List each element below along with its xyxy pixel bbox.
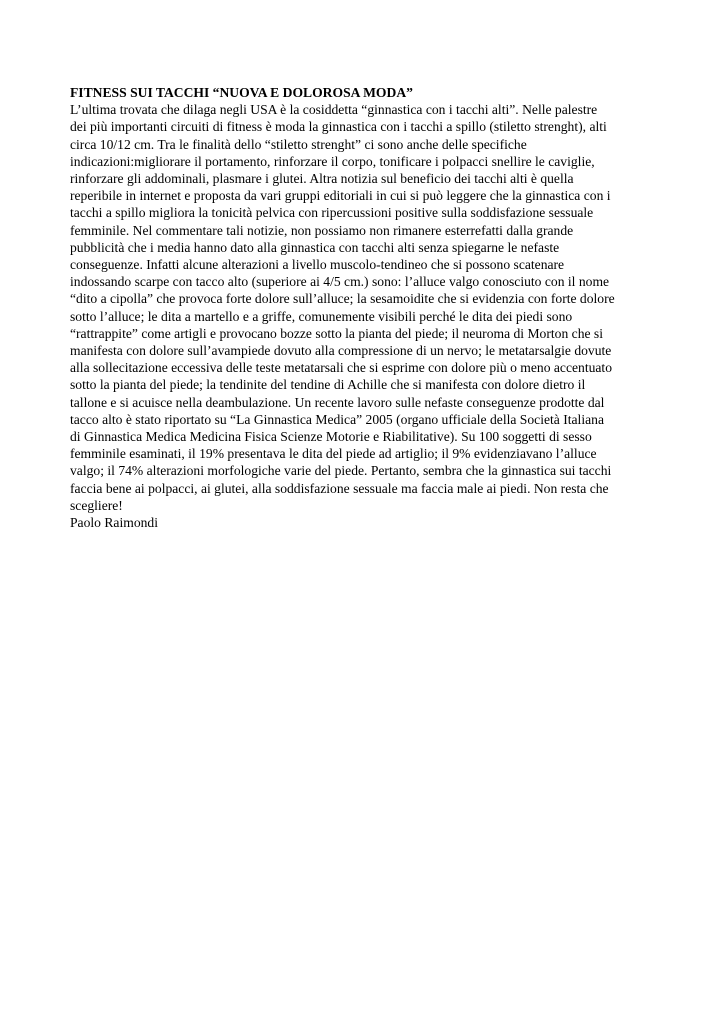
body-line: sotto l’alluce; le dita a martello e a griffe, comunemente visibili perché le dita dei piedi sono	[70, 308, 573, 324]
body-line: di Ginnastica Medica Medicina Fisica Scienze Motorie e Riabilitative). Su 100 soggetti di sesso	[70, 429, 592, 445]
body-line: alla sollecitazione eccessiva delle teste metatarsali che si esprime con dolore più o meno accentuato	[70, 360, 613, 376]
article-body	[70, 101, 660, 514]
document-page	[70, 84, 660, 531]
body-line: faccia bene ai polpacci, ai glutei, alla soddisfazione sessuale ma faccia male ai piedi. Non resta che	[70, 480, 609, 496]
body-line: tacco alto è stato riportato su “La Ginnastica Medica” 2005 (organo ufficiale della Società Italiana	[70, 411, 604, 427]
body-line: “dito a cipolla” che provoca forte dolore sull’alluce; la sesamoidite che si evidenzia con forte dolore	[70, 291, 615, 307]
body-line: L’ultima trovata che dilaga negli USA è la cosiddetta “ginnastica con i tacchi alti”. Nelle palestre	[70, 102, 598, 118]
body-line: rinforzare gli addominali, plasmare i glutei. Altra notizia sul beneficio dei tacchi alti è quella	[70, 171, 574, 187]
body-line: indossando scarpe con tacco alto (superiore ai 4/5 cm.) sono: l’alluce valgo conosciuto con il nome	[70, 274, 610, 290]
body-line: conseguenze. Infatti alcune alterazioni a livello muscolo-tendineo che si possono scatenare	[70, 257, 565, 273]
body-line: scegliere!	[70, 497, 123, 513]
body-line: tacchi a spillo migliora la tonicità pelvica con ripercussioni positive sulla soddisfazione sessuale	[70, 205, 594, 221]
body-line: indicazioni:migliorare il portamento, rinforzare il corpo, tonificare i polpacci snellire le caviglie,	[70, 153, 595, 169]
body-line: reperibile in internet e proposta da vari gruppi editoriali in cui si può leggere che la ginnastica con i	[70, 188, 611, 204]
body-line: tallone e si acuisce nella deambulazione. Un recente lavoro sulle nefaste conseguenze prodotte dal	[70, 394, 605, 410]
body-line: manifesta con dolore sull’avampiede dovuto alla compressione di un nervo; le metatarsalgie dovute	[70, 343, 612, 359]
body-line: circa 10/12 cm. Tra le finalità dello “stiletto strenght” ci sono anche delle specifiche	[70, 136, 527, 152]
body-line: pubblicità che i media hanno dato alla ginnastica con tacchi alti senza spiegarne le nefaste	[70, 239, 560, 255]
body-line: dei più importanti circuiti di fitness è moda la ginnastica con i tacchi a spillo (stiletto strenght), alti	[70, 119, 607, 135]
body-line: sotto la pianta del piede; la tendinite del tendine di Achille che si manifesta con dolore dietro il	[70, 377, 586, 393]
body-line: femminile esaminati, il 19% presentava le dita del piede ad artiglio; il 9% evidenziavano l’alluce	[70, 446, 597, 462]
author-signature: Paolo Raimondi	[70, 515, 158, 531]
body-line: femminile. Nel commentare tali notizie, non possiamo non rimanere esterrefatti dalla grande	[70, 222, 574, 238]
article-title: FITNESS SUI TACCHI “NUOVA E DOLOROSA MODA”	[70, 85, 413, 100]
body-line: valgo; il 74% alterazioni morfologiche varie del piede. Pertanto, sembra che la ginnastica sui tacchi	[70, 463, 612, 479]
body-line: “rattrappite” come artigli e provocano bozze sotto la pianta del piede; il neuroma di Morton che si	[70, 325, 603, 341]
